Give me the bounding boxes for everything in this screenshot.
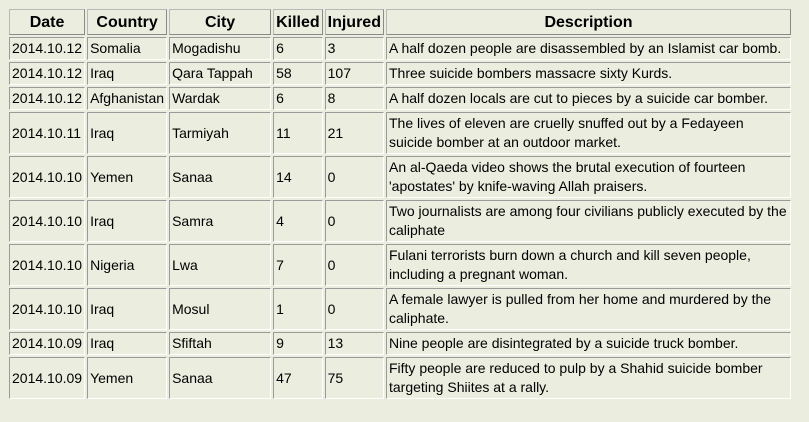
cell-date: 2014.10.12 [9,62,85,85]
cell-injured: 0 [325,244,384,286]
header-city: City [169,9,271,35]
cell-date: 2014.10.10 [9,156,85,198]
table-row [9,357,791,399]
cell-date: 2014.10.09 [9,332,85,355]
cell-description: Nine people are disintegrated by a suicide truck bomber. [386,332,791,355]
table-row [9,200,791,242]
cell-country: Yemen [87,156,167,198]
cell-description: Three suicide bombers massacre sixty Kurds. [386,62,791,85]
cell-date: 2014.10.11 [9,112,85,154]
cell-city: Mogadishu [169,37,271,60]
table-header-row [9,9,791,35]
cell-injured: 21 [325,112,384,154]
cell-killed: 6 [273,37,323,60]
table-row [9,288,791,330]
cell-injured: 0 [325,200,384,242]
cell-injured: 13 [325,332,384,355]
header-date: Date [9,9,85,35]
cell-description: A female lawyer is pulled from her home and murdered by the caliphate. [386,288,791,330]
cell-city: Wardak [169,87,271,110]
cell-description: A half dozen locals are cut to pieces by a suicide car bomber. [386,87,791,110]
attacks-table [7,7,793,401]
cell-injured: 0 [325,156,384,198]
cell-description: A half dozen people are disassembled by an Islamist car bomb. [386,37,791,60]
cell-country: Iraq [87,62,167,85]
cell-injured: 0 [325,288,384,330]
cell-city: Mosul [169,288,271,330]
table-row [9,37,791,60]
cell-date: 2014.10.12 [9,37,85,60]
cell-injured: 75 [325,357,384,399]
cell-country: Yemen [87,357,167,399]
cell-killed: 7 [273,244,323,286]
header-killed: Killed [273,9,323,35]
cell-city: Qara Tappah [169,62,271,85]
cell-injured: 3 [325,37,384,60]
cell-date: 2014.10.12 [9,87,85,110]
cell-killed: 1 [273,288,323,330]
cell-date: 2014.10.09 [9,357,85,399]
cell-date: 2014.10.10 [9,200,85,242]
cell-description: Two journalists are among four civilians publicly executed by the caliphate [386,200,791,242]
table-row [9,244,791,286]
cell-date: 2014.10.10 [9,288,85,330]
table-row [9,332,791,355]
table-row [9,62,791,85]
cell-city: Samra [169,200,271,242]
table-row [9,112,791,154]
cell-date: 2014.10.10 [9,244,85,286]
cell-country: Somalia [87,37,167,60]
cell-country: Iraq [87,112,167,154]
table-row [9,87,791,110]
attacks-table-container [7,7,793,401]
header-description: Description [386,9,791,35]
cell-description: The lives of eleven are cruelly snuffed out by a Fedayeen suicide bomber at an outdoor market. [386,112,791,154]
cell-country: Iraq [87,200,167,242]
cell-injured: 107 [325,62,384,85]
cell-city: Sfiftah [169,332,271,355]
header-country: Country [87,9,167,35]
cell-city: Tarmiyah [169,112,271,154]
cell-killed: 11 [273,112,323,154]
cell-injured: 8 [325,87,384,110]
cell-killed: 58 [273,62,323,85]
cell-country: Iraq [87,332,167,355]
cell-description: Fulani terrorists burn down a church and kill seven people, including a pregnant woman. [386,244,791,286]
cell-description: Fifty people are reduced to pulp by a Shahid suicide bomber targeting Shiites at a rally. [386,357,791,399]
cell-description: An al-Qaeda video shows the brutal execution of fourteen 'apostates' by knife-waving Allah praisers. [386,156,791,198]
cell-country: Nigeria [87,244,167,286]
cell-killed: 47 [273,357,323,399]
cell-country: Afghanistan [87,87,167,110]
table-row [9,156,791,198]
cell-city: Sanaa [169,156,271,198]
cell-country: Iraq [87,288,167,330]
header-injured: Injured [325,9,384,35]
cell-killed: 6 [273,87,323,110]
cell-killed: 14 [273,156,323,198]
cell-city: Lwa [169,244,271,286]
cell-killed: 4 [273,200,323,242]
cell-killed: 9 [273,332,323,355]
cell-city: Sanaa [169,357,271,399]
